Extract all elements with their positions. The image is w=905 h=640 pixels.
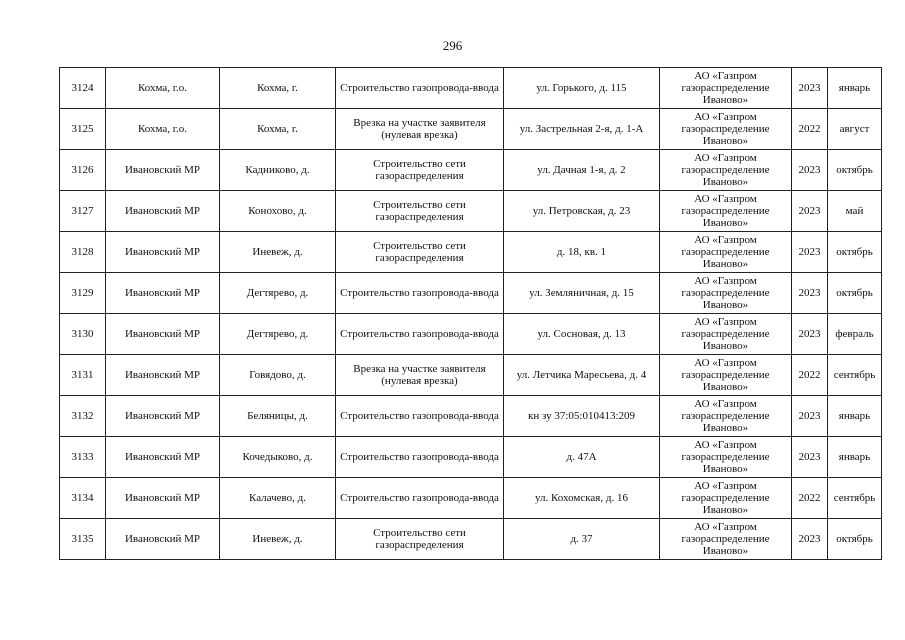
district-cell: Ивановский МР	[106, 437, 220, 478]
locality-cell: Кадниково, д.	[220, 150, 336, 191]
table-row	[60, 150, 882, 191]
work-type-cell: Строительство сети газораспределения	[336, 232, 504, 273]
month-cell: октябрь	[828, 273, 882, 314]
district-cell: Ивановский МР	[106, 478, 220, 519]
year-cell: 2023	[792, 314, 828, 355]
organization-cell: АО «Газпром газораспределение Иваново»	[660, 109, 792, 150]
address-cell: кн зу 37:05:010413:209	[504, 396, 660, 437]
year-cell: 2023	[792, 519, 828, 560]
table-row	[60, 396, 882, 437]
month-cell: январь	[828, 437, 882, 478]
month-cell: октябрь	[828, 150, 882, 191]
year-cell: 2023	[792, 273, 828, 314]
table-row	[60, 437, 882, 478]
table-row	[60, 478, 882, 519]
row-number: 3135	[60, 519, 106, 560]
year-cell: 2022	[792, 355, 828, 396]
year-cell: 2022	[792, 478, 828, 519]
district-cell: Кохма, г.о.	[106, 68, 220, 109]
locality-cell: Говядово, д.	[220, 355, 336, 396]
gasification-table	[59, 67, 882, 560]
row-number: 3125	[60, 109, 106, 150]
work-type-cell: Строительство газопровода-ввода	[336, 478, 504, 519]
work-type-cell: Строительство газопровода-ввода	[336, 273, 504, 314]
organization-cell: АО «Газпром газораспределение Иваново»	[660, 478, 792, 519]
address-cell: ул. Дачная 1-я, д. 2	[504, 150, 660, 191]
row-number: 3127	[60, 191, 106, 232]
month-cell: январь	[828, 68, 882, 109]
row-number: 3131	[60, 355, 106, 396]
row-number: 3132	[60, 396, 106, 437]
table-row	[60, 355, 882, 396]
district-cell: Ивановский МР	[106, 519, 220, 560]
work-type-cell: Строительство сети газораспределения	[336, 191, 504, 232]
locality-cell: Кочедыково, д.	[220, 437, 336, 478]
district-cell: Ивановский МР	[106, 355, 220, 396]
address-cell: ул. Летчика Маресьева, д. 4	[504, 355, 660, 396]
locality-cell: Калачево, д.	[220, 478, 336, 519]
address-cell: д. 18, кв. 1	[504, 232, 660, 273]
page-number: 296	[442, 38, 463, 53]
table-row	[60, 191, 882, 232]
address-cell: ул. Застрельная 2-я, д. 1-А	[504, 109, 660, 150]
month-cell: август	[828, 109, 882, 150]
work-type-cell: Строительство газопровода-ввода	[336, 314, 504, 355]
district-cell: Ивановский МР	[106, 273, 220, 314]
organization-cell: АО «Газпром газораспределение Иваново»	[660, 232, 792, 273]
work-type-cell: Строительство сети газораспределения	[336, 519, 504, 560]
month-cell: октябрь	[828, 519, 882, 560]
work-type-cell: Строительство газопровода-ввода	[336, 68, 504, 109]
row-number: 3130	[60, 314, 106, 355]
organization-cell: АО «Газпром газораспределение Иваново»	[660, 191, 792, 232]
organization-cell: АО «Газпром газораспределение Иваново»	[660, 273, 792, 314]
row-number: 3129	[60, 273, 106, 314]
address-cell: ул. Сосновая, д. 13	[504, 314, 660, 355]
year-cell: 2023	[792, 437, 828, 478]
organization-cell: АО «Газпром газораспределение Иваново»	[660, 355, 792, 396]
organization-cell: АО «Газпром газораспределение Иваново»	[660, 68, 792, 109]
table-body	[60, 68, 882, 560]
table-row	[60, 68, 882, 109]
locality-cell: Беляницы, д.	[220, 396, 336, 437]
address-cell: ул. Земляничная, д. 15	[504, 273, 660, 314]
organization-cell: АО «Газпром газораспределение Иваново»	[660, 150, 792, 191]
row-number: 3133	[60, 437, 106, 478]
year-cell: 2023	[792, 191, 828, 232]
work-type-cell: Строительство сети газораспределения	[336, 150, 504, 191]
locality-cell: Иневеж, д.	[220, 232, 336, 273]
locality-cell: Иневеж, д.	[220, 519, 336, 560]
table-row	[60, 232, 882, 273]
district-cell: Ивановский МР	[106, 191, 220, 232]
district-cell: Кохма, г.о.	[106, 109, 220, 150]
table-row	[60, 314, 882, 355]
organization-cell: АО «Газпром газораспределение Иваново»	[660, 437, 792, 478]
organization-cell: АО «Газпром газораспределение Иваново»	[660, 396, 792, 437]
month-cell: сентябрь	[828, 355, 882, 396]
work-type-cell: Строительство газопровода-ввода	[336, 396, 504, 437]
year-cell: 2022	[792, 109, 828, 150]
month-cell: октябрь	[828, 232, 882, 273]
district-cell: Ивановский МР	[106, 150, 220, 191]
table-row	[60, 109, 882, 150]
locality-cell: Дегтярево, д.	[220, 314, 336, 355]
district-cell: Ивановский МР	[106, 314, 220, 355]
month-cell: май	[828, 191, 882, 232]
address-cell: ул. Петровская, д. 23	[504, 191, 660, 232]
work-type-cell: Врезка на участке заявителя (нулевая врезка)	[336, 109, 504, 150]
district-cell: Ивановский МР	[106, 396, 220, 437]
work-type-cell: Врезка на участке заявителя (нулевая врезка)	[336, 355, 504, 396]
month-cell: февраль	[828, 314, 882, 355]
address-cell: д. 37	[504, 519, 660, 560]
month-cell: январь	[828, 396, 882, 437]
work-type-cell: Строительство газопровода-ввода	[336, 437, 504, 478]
locality-cell: Кохма, г.	[220, 68, 336, 109]
locality-cell: Кохма, г.	[220, 109, 336, 150]
table-row	[60, 273, 882, 314]
organization-cell: АО «Газпром газораспределение Иваново»	[660, 519, 792, 560]
address-cell: ул. Кохомская, д. 16	[504, 478, 660, 519]
row-number: 3124	[60, 68, 106, 109]
table-row	[60, 519, 882, 560]
row-number: 3126	[60, 150, 106, 191]
address-cell: ул. Горького, д. 115	[504, 68, 660, 109]
year-cell: 2023	[792, 396, 828, 437]
row-number: 3128	[60, 232, 106, 273]
year-cell: 2023	[792, 232, 828, 273]
year-cell: 2023	[792, 68, 828, 109]
locality-cell: Конохово, д.	[220, 191, 336, 232]
month-cell: сентябрь	[828, 478, 882, 519]
locality-cell: Дегтярево, д.	[220, 273, 336, 314]
address-cell: д. 47А	[504, 437, 660, 478]
organization-cell: АО «Газпром газораспределение Иваново»	[660, 314, 792, 355]
row-number: 3134	[60, 478, 106, 519]
district-cell: Ивановский МР	[106, 232, 220, 273]
year-cell: 2023	[792, 150, 828, 191]
